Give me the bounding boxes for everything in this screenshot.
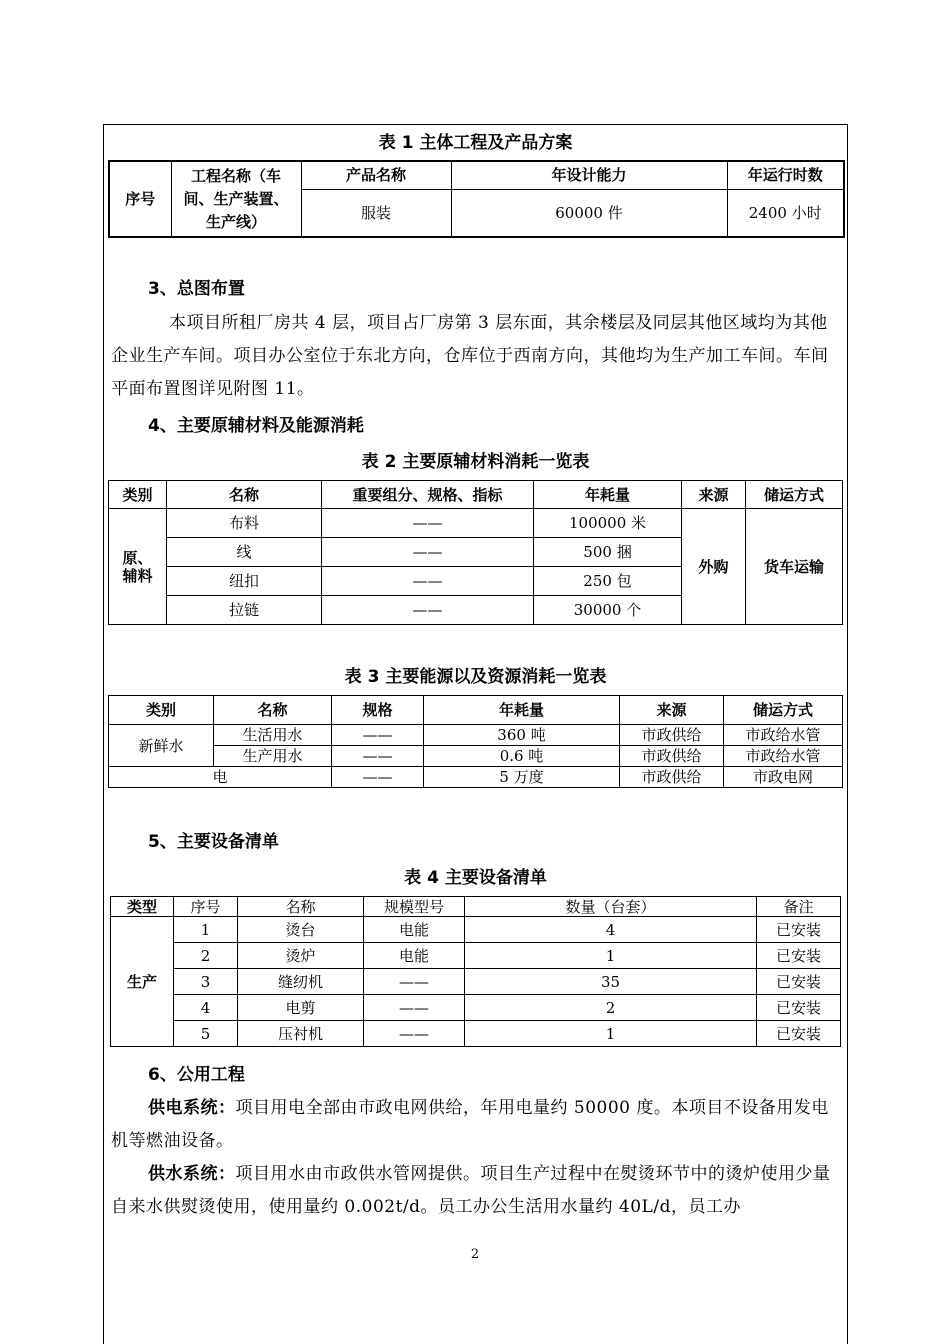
section4-heading: 4、主要原辅材料及能源消耗 — [148, 416, 364, 436]
table3-electric-source: 市政供给 — [620, 767, 724, 788]
table4-row-model: —— — [364, 995, 465, 1021]
table4-row-qty: 1 — [465, 943, 757, 969]
table3 — [108, 695, 843, 788]
table3-header-spec: 规格 — [332, 696, 424, 725]
table4-header-note: 备注 — [757, 897, 841, 917]
table2-row-amount: 250 包 — [534, 567, 682, 596]
table4-row-note: 已安装 — [757, 969, 841, 995]
table4-row-qty: 35 — [465, 969, 757, 995]
table3-header-source: 来源 — [620, 696, 724, 725]
table3-header-category: 类别 — [109, 696, 214, 725]
table4-row-model: —— — [364, 969, 465, 995]
table4-row-name: 缝纫机 — [238, 969, 364, 995]
page-number: 2 — [470, 1247, 480, 1262]
table1-header-seq: 序号 — [109, 161, 171, 237]
table1 — [108, 160, 845, 238]
table4-row-qty: 4 — [465, 917, 757, 943]
table2-header-source: 来源 — [682, 481, 746, 509]
table2-source: 外购 — [682, 509, 746, 625]
table1-header-capacity: 年设计能力 — [451, 161, 727, 189]
section3-body: 本项目所租厂房共 4 层，项目占厂房第 3 层东面，其余楼层及同层其他区域均为其他企业生产车间。项目办公室位于东北方向，仓库位于西南方向，其他均为生产加工车间。车间平面布置图详见附图 11。 — [111, 313, 829, 399]
table2-caption: 表 2 主要原辅材料消耗一览表 — [361, 452, 590, 472]
table4-row-qty: 1 — [465, 1021, 757, 1047]
table4 — [110, 896, 841, 1047]
table3-row-amount: 360 吨 — [424, 725, 620, 746]
table2-row-spec: —— — [322, 509, 534, 538]
table4-row-model: —— — [364, 1021, 465, 1047]
table2-header-spec: 重要组分、规格、指标 — [322, 481, 534, 509]
water-label: 供水系统： — [148, 1164, 236, 1184]
table2-category: 原、辅料 — [109, 509, 167, 625]
table2-header-category: 类别 — [109, 481, 167, 509]
table3-electric-name: 电 — [109, 767, 332, 788]
table3-row-name: 生活用水 — [214, 725, 332, 746]
table1-caption: 表 1 主体工程及产品方案 — [378, 133, 573, 153]
table3-water-category: 新鲜水 — [109, 725, 214, 767]
table1-header-product: 产品名称 — [301, 161, 451, 189]
table2-row-amount: 30000 个 — [534, 596, 682, 625]
table4-header-qty: 数量（台套） — [465, 897, 757, 917]
water-text: 项目用水由市政供水管网提供。项目生产过程中在熨烫环节中的烫炉使用少量自来水供熨烫使用，使用量约 0.002t/d。员工办公生活用水量约 40L/d，员工办 — [111, 1164, 831, 1217]
table3-row-spec: —— — [332, 746, 424, 767]
table2-row-name: 线 — [167, 538, 322, 567]
table4-row-model: 电能 — [364, 943, 465, 969]
table3-row-name: 生产用水 — [214, 746, 332, 767]
section6-heading: 6、公用工程 — [148, 1065, 245, 1085]
section6-water-paragraph — [111, 1158, 843, 1224]
table1-cell-hours: 2400 小时 — [727, 189, 844, 237]
table4-caption: 表 4 主要设备清单 — [404, 868, 547, 888]
table2-header-name: 名称 — [167, 481, 322, 509]
table4-row-seq: 1 — [174, 917, 238, 943]
table2-row-spec: —— — [322, 596, 534, 625]
power-text: 项目用电全部由市政电网供给，年用电量约 50000 度。本项目不设备用发电机等燃油设备。 — [111, 1098, 829, 1151]
table4-header-model: 规模型号 — [364, 897, 465, 917]
table3-electric-transport: 市政电网 — [724, 767, 843, 788]
table4-row-note: 已安装 — [757, 1021, 841, 1047]
table1-cell-capacity: 60000 件 — [451, 189, 727, 237]
table3-row-transport: 市政给水管 — [724, 746, 843, 767]
table4-row-name: 压衬机 — [238, 1021, 364, 1047]
table4-row-name: 烫炉 — [238, 943, 364, 969]
section6-power-paragraph — [111, 1092, 843, 1158]
table1-cell-product: 服装 — [301, 189, 451, 237]
table4-row-name: 烫台 — [238, 917, 364, 943]
table4-row-note: 已安装 — [757, 995, 841, 1021]
table2-header-amount: 年耗量 — [534, 481, 682, 509]
table3-row-source: 市政供给 — [620, 746, 724, 767]
table3-row-amount: 0.6 吨 — [424, 746, 620, 767]
table3-electric-amount: 5 万度 — [424, 767, 620, 788]
table4-row-qty: 2 — [465, 995, 757, 1021]
table4-category: 生产 — [111, 917, 174, 1047]
table4-row-note: 已安装 — [757, 943, 841, 969]
table2-row-name: 纽扣 — [167, 567, 322, 596]
table2 — [108, 480, 843, 625]
section3-heading: 3、总图布置 — [148, 279, 245, 299]
table2-row-spec: —— — [322, 538, 534, 567]
table3-electric-spec: —— — [332, 767, 424, 788]
table2-row-name: 拉链 — [167, 596, 322, 625]
table4-header-name: 名称 — [238, 897, 364, 917]
table2-header-transport: 储运方式 — [746, 481, 843, 509]
table1-header-project: 工程名称（车间、生产装置、生产线） — [171, 161, 301, 237]
table4-row-seq: 4 — [174, 995, 238, 1021]
table3-header-amount: 年耗量 — [424, 696, 620, 725]
table2-row-spec: —— — [322, 567, 534, 596]
table2-row-name: 布料 — [167, 509, 322, 538]
table4-row-seq: 3 — [174, 969, 238, 995]
table2-transport: 货车运输 — [746, 509, 843, 625]
table4-header-seq: 序号 — [174, 897, 238, 917]
table3-row-source: 市政供给 — [620, 725, 724, 746]
table3-caption: 表 3 主要能源以及资源消耗一览表 — [344, 667, 607, 687]
power-label: 供电系统： — [148, 1098, 236, 1118]
table4-row-note: 已安装 — [757, 917, 841, 943]
table2-row-amount: 100000 米 — [534, 509, 682, 538]
table4-row-name: 电剪 — [238, 995, 364, 1021]
table3-header-transport: 储运方式 — [724, 696, 843, 725]
table4-row-seq: 5 — [174, 1021, 238, 1047]
table3-row-spec: —— — [332, 725, 424, 746]
table1-header-hours: 年运行时数 — [727, 161, 844, 189]
table4-row-model: 电能 — [364, 917, 465, 943]
table4-header-type: 类型 — [111, 897, 174, 917]
table2-row-amount: 500 捆 — [534, 538, 682, 567]
section5-heading: 5、主要设备清单 — [148, 832, 279, 852]
table4-row-seq: 2 — [174, 943, 238, 969]
table3-row-transport: 市政给水管 — [724, 725, 843, 746]
table3-header-name: 名称 — [214, 696, 332, 725]
